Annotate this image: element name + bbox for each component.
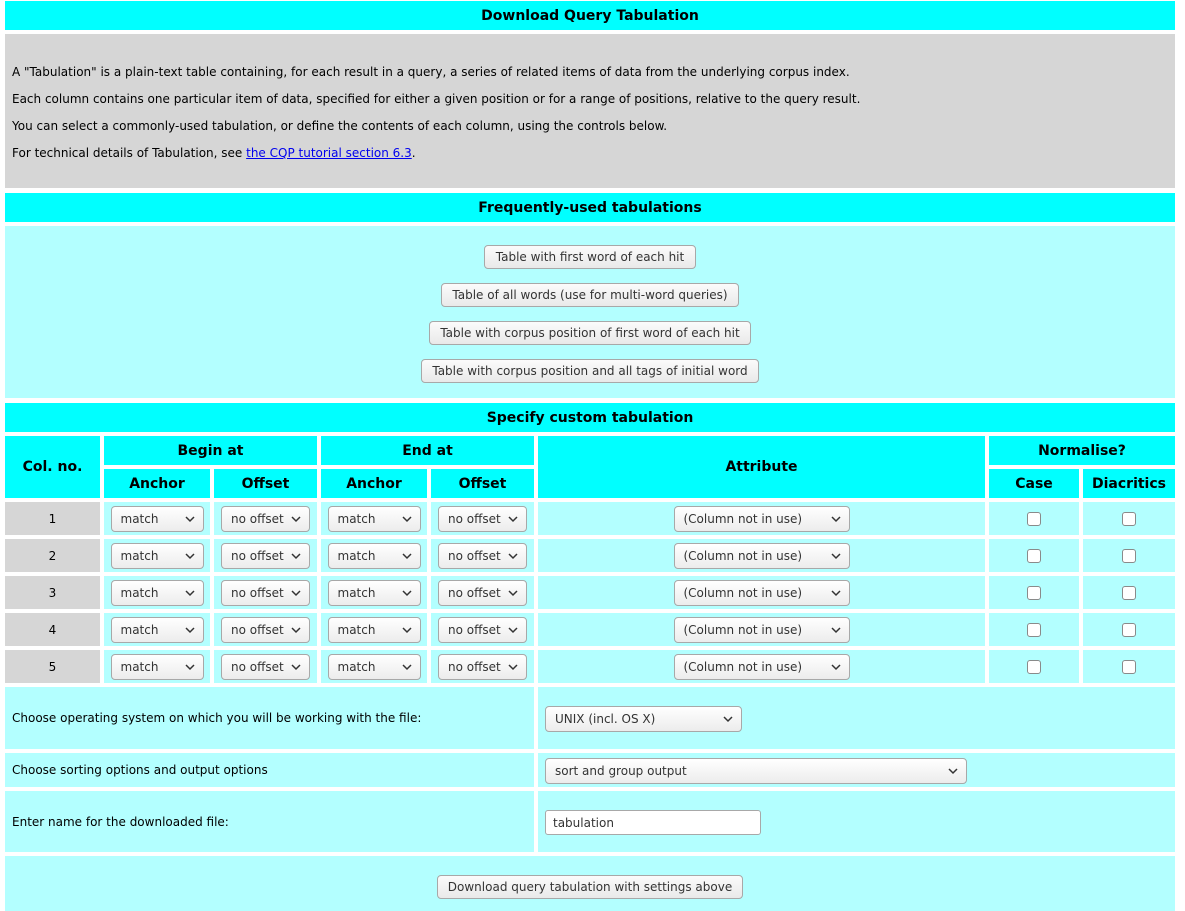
end-anchor-cell	[321, 502, 427, 535]
begin-anchor-cell	[104, 539, 210, 572]
end-anchor-header: Anchor	[321, 469, 427, 498]
attribute-select[interactable]	[674, 506, 850, 532]
begin-offset-value: no offset	[231, 622, 284, 637]
end-offset-select[interactable]	[438, 617, 527, 643]
end-anchor-select[interactable]	[328, 580, 421, 606]
case-cell	[989, 650, 1079, 683]
filename-cell	[538, 791, 1175, 852]
chevron-down-icon	[723, 715, 733, 723]
begin-anchor-select[interactable]	[111, 617, 204, 643]
chevron-down-icon	[291, 589, 301, 597]
normalise-header: Normalise?	[989, 436, 1175, 465]
attribute-value: (Column not in use)	[683, 659, 803, 674]
diacritics-checkbox[interactable]	[1122, 586, 1136, 600]
os-select-value: UNIX (incl. OS X)	[555, 712, 656, 726]
cqp-tutorial-link[interactable]: the CQP tutorial section 6.3	[246, 146, 412, 160]
attribute-value: (Column not in use)	[683, 622, 803, 637]
row-number: 3	[5, 576, 100, 609]
row-number: 4	[5, 613, 100, 646]
chevron-down-icon	[185, 515, 195, 523]
begin-offset-select[interactable]	[221, 654, 310, 680]
col-no-header: Col. no.	[5, 436, 100, 498]
end-offset-cell	[431, 502, 534, 535]
end-anchor-value: match	[337, 585, 376, 600]
end-offset-header: Offset	[431, 469, 534, 498]
end-anchor-value: match	[337, 511, 376, 526]
diacritics-cell	[1083, 502, 1175, 535]
chevron-down-icon	[291, 515, 301, 523]
chevron-down-icon	[402, 589, 412, 597]
begin-anchor-cell	[104, 576, 210, 609]
chevron-down-icon	[831, 626, 841, 634]
case-cell	[989, 576, 1079, 609]
row-number: 5	[5, 650, 100, 683]
attribute-value: (Column not in use)	[683, 585, 803, 600]
case-checkbox[interactable]	[1027, 660, 1041, 674]
filename-label: Enter name for the downloaded file:	[5, 791, 534, 852]
intro-line-4	[12, 146, 416, 160]
end-at-header: End at	[321, 436, 534, 465]
diacritics-cell	[1083, 576, 1175, 609]
row-number: 2	[5, 539, 100, 572]
case-checkbox[interactable]	[1027, 549, 1041, 563]
end-offset-cell	[431, 613, 534, 646]
chevron-down-icon	[948, 767, 958, 775]
begin-at-header: Begin at	[104, 436, 317, 465]
attribute-select[interactable]	[674, 617, 850, 643]
case-cell	[989, 613, 1079, 646]
all-words-tabulation-button[interactable]: Table of all words (use for multi-word queries)	[441, 283, 739, 307]
begin-offset-header: Offset	[214, 469, 317, 498]
intro-line-4-suffix: .	[411, 146, 416, 160]
end-anchor-cell	[321, 613, 427, 646]
end-anchor-value: match	[337, 548, 376, 563]
begin-offset-select[interactable]	[221, 543, 310, 569]
case-checkbox[interactable]	[1027, 586, 1041, 600]
chevron-down-icon	[185, 552, 195, 560]
attribute-select[interactable]	[674, 654, 850, 680]
begin-offset-value: no offset	[231, 548, 284, 563]
sort-cell	[538, 753, 1175, 787]
end-anchor-value: match	[337, 659, 376, 674]
begin-offset-cell	[214, 502, 317, 535]
begin-offset-cell	[214, 613, 317, 646]
first-word-tabulation-button[interactable]: Table with first word of each hit	[484, 245, 696, 269]
os-label: Choose operating system on which you will be working with the file:	[5, 687, 534, 749]
begin-anchor-value: match	[120, 511, 159, 526]
download-tabulation-button[interactable]: Download query tabulation with settings above	[437, 875, 743, 899]
attribute-select[interactable]	[674, 543, 850, 569]
filename-input[interactable]: tabulation	[545, 810, 761, 835]
diacritics-header: Diacritics	[1083, 469, 1175, 498]
attribute-cell	[538, 613, 985, 646]
chevron-down-icon	[185, 589, 195, 597]
chevron-down-icon	[402, 515, 412, 523]
attribute-cell	[538, 650, 985, 683]
begin-anchor-select[interactable]	[111, 543, 204, 569]
attribute-cell	[538, 539, 985, 572]
chevron-down-icon	[508, 626, 518, 634]
chevron-down-icon	[508, 589, 518, 597]
chevron-down-icon	[291, 552, 301, 560]
end-anchor-select[interactable]	[328, 506, 421, 532]
attribute-value: (Column not in use)	[683, 548, 803, 563]
sort-select[interactable]	[545, 758, 967, 784]
end-anchor-cell	[321, 650, 427, 683]
sort-label: Choose sorting options and output options	[5, 753, 534, 787]
diacritics-cell	[1083, 539, 1175, 572]
chevron-down-icon	[831, 515, 841, 523]
end-anchor-select[interactable]	[328, 617, 421, 643]
diacritics-checkbox[interactable]	[1122, 623, 1136, 637]
end-anchor-value: match	[337, 622, 376, 637]
intro-line-4-prefix: For technical details of Tabulation, see	[12, 146, 247, 160]
sort-select-value: sort and group output	[555, 764, 687, 778]
chevron-down-icon	[291, 626, 301, 634]
begin-offset-select[interactable]	[221, 580, 310, 606]
diacritics-checkbox[interactable]	[1122, 660, 1136, 674]
end-offset-cell	[431, 650, 534, 683]
case-cell	[989, 502, 1079, 535]
begin-anchor-value: match	[120, 622, 159, 637]
diacritics-checkbox[interactable]	[1122, 549, 1136, 563]
begin-offset-value: no offset	[231, 511, 284, 526]
attribute-cell	[538, 576, 985, 609]
begin-offset-value: no offset	[231, 659, 284, 674]
begin-offset-value: no offset	[231, 585, 284, 600]
chevron-down-icon	[508, 552, 518, 560]
chevron-down-icon	[402, 552, 412, 560]
diacritics-cell	[1083, 613, 1175, 646]
attribute-select[interactable]	[674, 580, 850, 606]
begin-offset-cell	[214, 650, 317, 683]
begin-anchor-select[interactable]	[111, 506, 204, 532]
end-anchor-select[interactable]	[328, 654, 421, 680]
diacritics-checkbox[interactable]	[1122, 512, 1136, 526]
chevron-down-icon	[508, 663, 518, 671]
end-anchor-cell	[321, 539, 427, 572]
intro-line-2: Each column contains one particular item of data, specified for either a given position or for a range of positions, relative to the query result.	[12, 92, 861, 106]
end-offset-value: no offset	[448, 548, 501, 563]
case-checkbox[interactable]	[1027, 512, 1041, 526]
corpus-position-all-tags-button[interactable]: Table with corpus position and all tags of initial word	[421, 359, 759, 383]
end-anchor-select[interactable]	[328, 543, 421, 569]
end-offset-select[interactable]	[438, 543, 527, 569]
begin-offset-cell	[214, 539, 317, 572]
end-offset-cell	[431, 539, 534, 572]
case-cell	[989, 539, 1079, 572]
intro-panel	[5, 34, 1175, 188]
frequent-tabulations-header: Frequently-used tabulations	[5, 193, 1175, 222]
intro-line-1: A "Tabulation" is a plain-text table containing, for each result in a query, a series of related items of data from the underlying corpus index.	[12, 65, 850, 79]
begin-offset-select[interactable]	[221, 506, 310, 532]
end-offset-value: no offset	[448, 585, 501, 600]
diacritics-cell	[1083, 650, 1175, 683]
corpus-position-first-word-button[interactable]: Table with corpus position of first word of each hit	[429, 321, 751, 345]
row-number: 1	[5, 502, 100, 535]
chevron-down-icon	[508, 515, 518, 523]
intro-line-3: You can select a commonly-used tabulation, or define the contents of each column, using the controls below.	[12, 119, 668, 133]
end-offset-select[interactable]	[438, 506, 527, 532]
end-offset-value: no offset	[448, 659, 501, 674]
begin-offset-select[interactable]	[221, 617, 310, 643]
begin-anchor-value: match	[120, 585, 159, 600]
chevron-down-icon	[831, 589, 841, 597]
end-offset-cell	[431, 576, 534, 609]
end-offset-value: no offset	[448, 511, 501, 526]
chevron-down-icon	[185, 663, 195, 671]
begin-anchor-select[interactable]	[111, 580, 204, 606]
case-header: Case	[989, 469, 1079, 498]
chevron-down-icon	[291, 663, 301, 671]
end-offset-select[interactable]	[438, 654, 527, 680]
os-cell	[538, 687, 1175, 749]
end-anchor-cell	[321, 576, 427, 609]
chevron-down-icon	[402, 663, 412, 671]
begin-anchor-cell	[104, 650, 210, 683]
chevron-down-icon	[831, 552, 841, 560]
attribute-cell	[538, 502, 985, 535]
page-title: Download Query Tabulation	[5, 1, 1175, 30]
begin-anchor-cell	[104, 502, 210, 535]
begin-anchor-header: Anchor	[104, 469, 210, 498]
end-offset-select[interactable]	[438, 580, 527, 606]
attribute-header: Attribute	[538, 436, 985, 498]
begin-anchor-cell	[104, 613, 210, 646]
chevron-down-icon	[831, 663, 841, 671]
begin-anchor-value: match	[120, 548, 159, 563]
custom-tabulation-header: Specify custom tabulation	[5, 403, 1175, 432]
end-offset-value: no offset	[448, 622, 501, 637]
chevron-down-icon	[185, 626, 195, 634]
chevron-down-icon	[402, 626, 412, 634]
attribute-value: (Column not in use)	[683, 511, 803, 526]
begin-anchor-value: match	[120, 659, 159, 674]
case-checkbox[interactable]	[1027, 623, 1041, 637]
begin-offset-cell	[214, 576, 317, 609]
begin-anchor-select[interactable]	[111, 654, 204, 680]
os-select[interactable]	[545, 706, 742, 732]
